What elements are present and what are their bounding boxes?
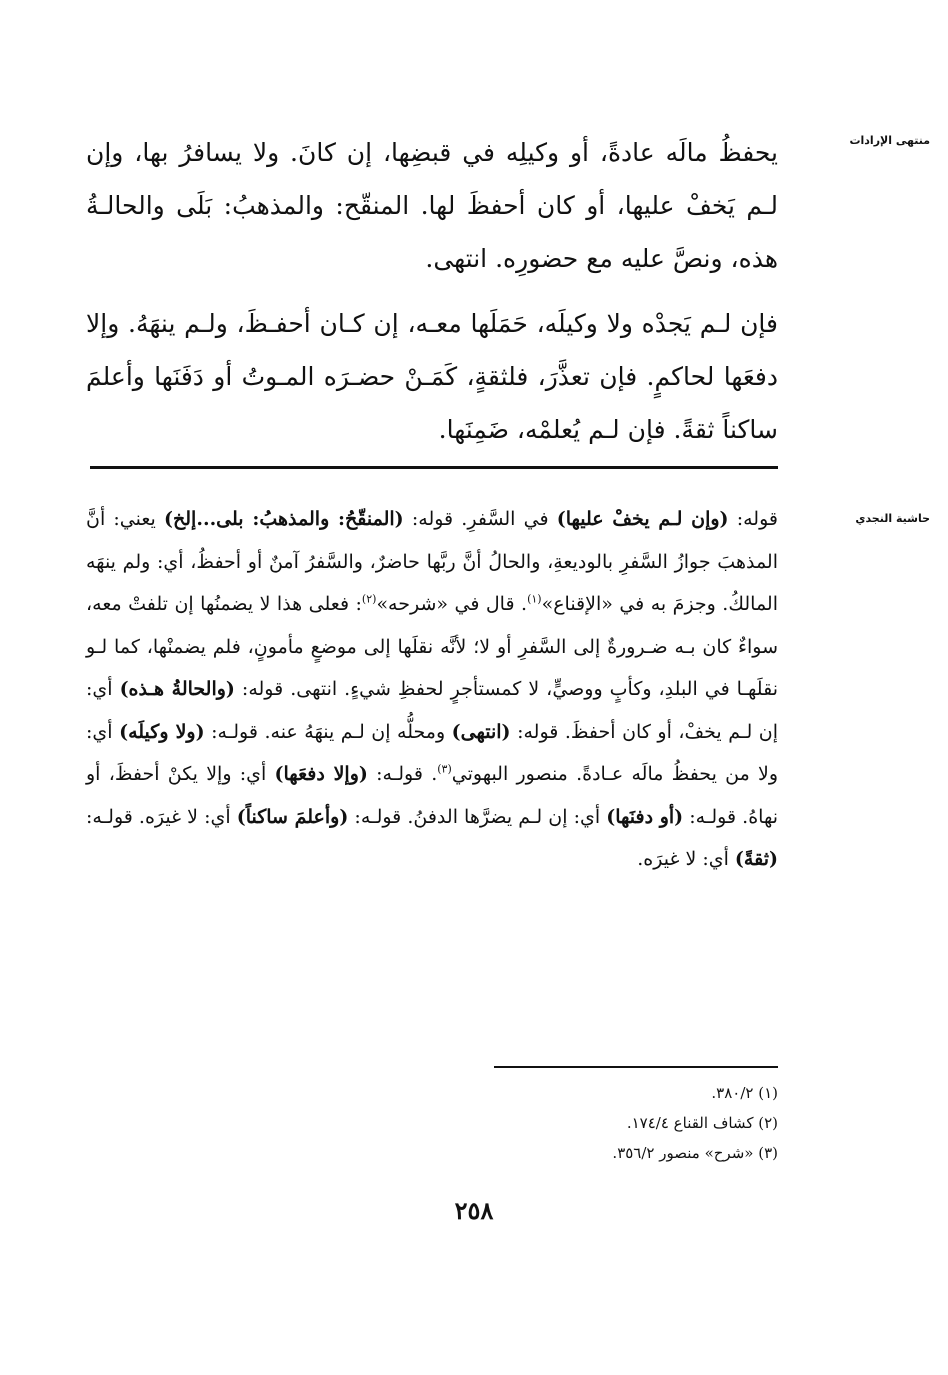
page-number: ٢٥٨: [454, 1196, 494, 1225]
matn-paragraph-1: يحفظُ مالَه عادةً، أو وكيلِه في قبضِها، إن كانَ. ولا يسافرُ بها، وإن لـم يَخفْ عليها، أو كان أحفظَ لها. المنقّح: والمذهبُ: بَلَى والحالـةُ هذه، ونصَّ عليه مع حضورِه. انتهى.: [86, 138, 778, 273]
hashiya-quote: (ولا وكيلَه): [119, 720, 205, 743]
matn-paragraph-2: فإن لـم يَجدْه ولا وكيلَه، حَمَلَها معـه، إن كـان أحفـظَ، ولـم ينهَهُ. وإلا دفعَها لحاكمٍ. فإن تعذَّرَ، فلثقةٍ، كَمَـنْ حضـرَه المـوتُ أو دَفَنَها وأعلمَ ساكناً ثقةً. فإن لـم يُعلمْه، ضَمِنَها.: [86, 309, 778, 444]
hashiya-quote: (والحالةُ هـذه): [119, 678, 235, 700]
matn-text-block: [86, 126, 778, 456]
hashiya-quote: (انتهى): [451, 720, 511, 743]
hashiya-quote: (وإن لـم يخفْ عليها): [556, 508, 729, 530]
hashiya-quote: (وإلا دفعَها): [274, 763, 368, 785]
footnote-item: (١) ٣٨٠/٢.: [711, 1084, 778, 1102]
footnote-item: (٣) «شرح» منصور ٣٥٦/٢.: [612, 1144, 778, 1162]
hashiya-text: في السَّفرِ. قوله:: [403, 508, 557, 530]
hashiya-paragraph: [86, 498, 778, 881]
hashiya-text: أي: إن لـم يضرَّها الدفنُ. قولـه:: [348, 805, 607, 828]
hashiya-text: أي: ولا من يحفظُ مالَه عـادةً. منصور البهوتي: [86, 720, 778, 785]
hashiya-text: يعني: أنَّ المذهبَ جوازُ السَّفرِ بالوديعةِ، والحالُ أنَّ ربَّها حاضرٌ، والسَّفرُ آمنٌ أو أحفظُ، أي: ولم ينهَه المالكُ. وجزمَ به في «الإقناع»: [86, 508, 778, 615]
hashiya-text-block: [86, 498, 778, 881]
footnote-ref[interactable]: (١): [527, 592, 542, 606]
hashiya-quote: (وأعلمَ ساكناً): [236, 805, 349, 828]
hashiya-text: أي: إن لـم يخفْ، أو كان أحفظَ. قوله:: [86, 678, 778, 743]
hashiya-text: أي: لا غيرَه.: [637, 848, 735, 870]
footnote-ref[interactable]: (٢): [361, 592, 377, 606]
hashiya-text: قوله:: [728, 508, 778, 530]
hashiya-text: أي: وإلا يكنْ أحفظَ، أو نهاهُ. قولـه:: [86, 763, 778, 828]
hashiya-text: ومحلُّه إن لـم ينهَهُ عنه. قولـه:: [204, 720, 452, 743]
matn-side-label: منتهى الإرادات: [849, 134, 930, 147]
hashiya-quote: (المنقّحُ: والمذهبُ: بلى...إلخ): [164, 508, 404, 530]
hashiya-text: : فعلى هذا لا يضمنُها إن تلفتْ معه، سواءٌ كان بـه ضـرورةٌ إلى السَّفرِ أو لا؛ لأنَّه نقلَها إلى موضعٍ مأمونٍ، فلم يضمنْها، كما لـو نقلَهـا في البلدِ، وكأبٍ ووصيٍّ، لا كمستأجرٍ لحفظِ شيءٍ. انتهى. قوله:: [86, 593, 778, 700]
hashiya-quote: (أو دفنَها): [606, 805, 684, 828]
hashiya-text: . قال في «شرحه»: [376, 593, 528, 615]
hashiya-quote: (ثقةً): [734, 848, 778, 870]
footnote-item: (٢) كشاف القناع ١٧٤/٤.: [626, 1114, 778, 1132]
hashiya-text: أي: لا غيرَه. قولـه:: [86, 805, 237, 828]
footnote-divider: [494, 1066, 778, 1068]
footnote-ref[interactable]: (٣): [437, 762, 452, 776]
hashiya-side-label: حاشية النجدي: [855, 512, 930, 525]
hashiya-text: . قولـه:: [367, 763, 438, 785]
footnotes: [360, 1078, 778, 1168]
section-divider: [90, 466, 778, 469]
